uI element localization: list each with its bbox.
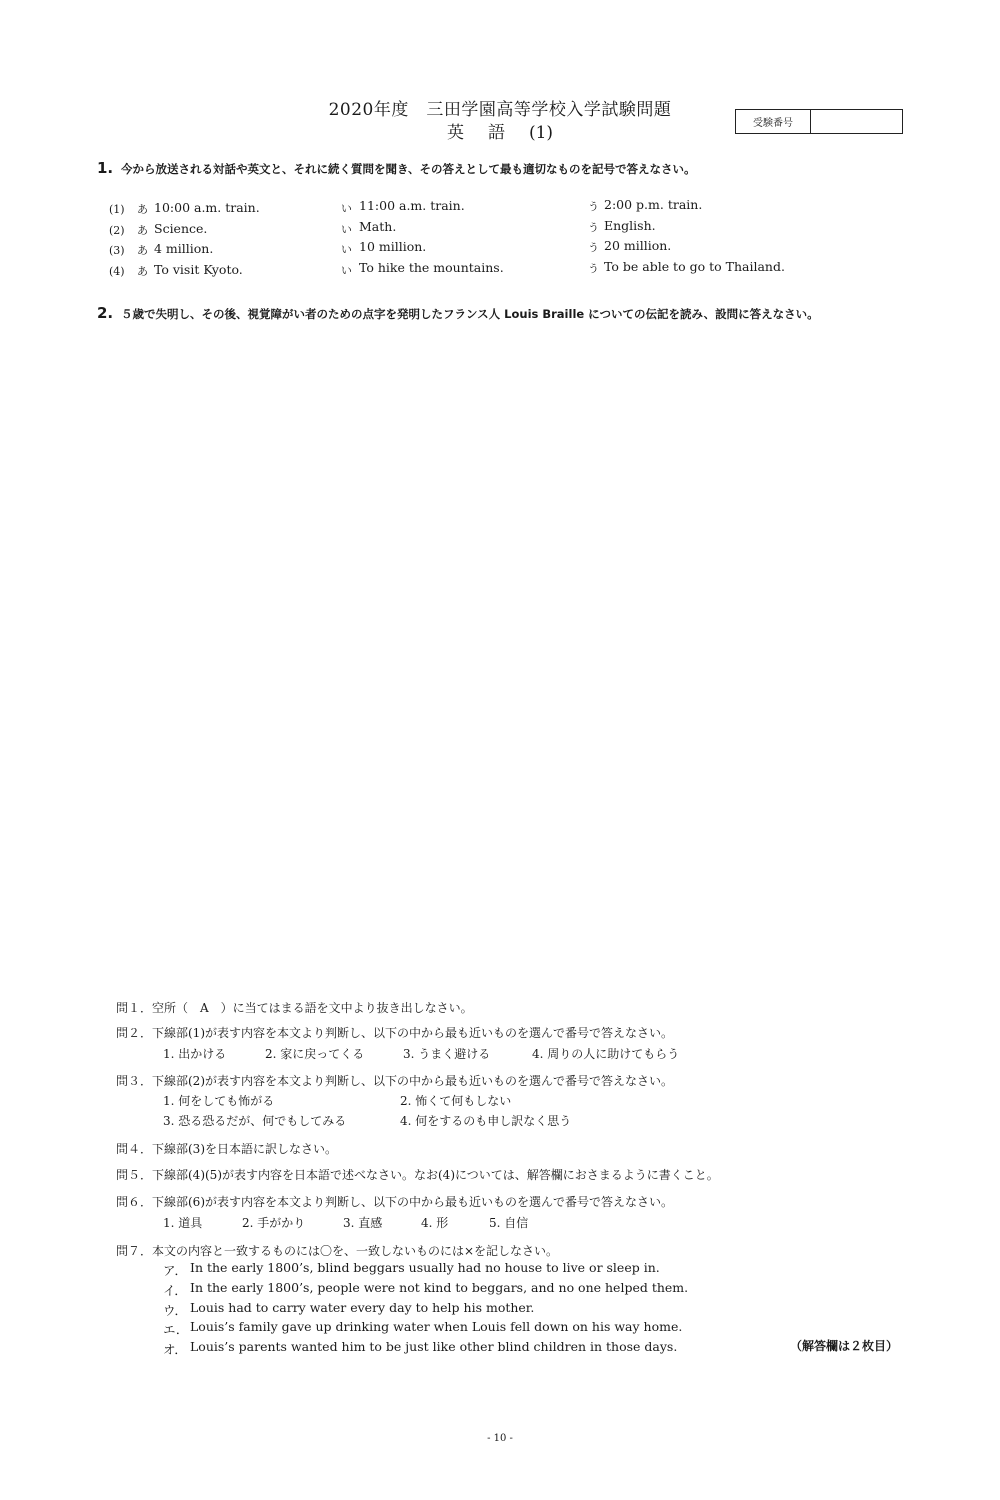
sub-question-1: 問１．空所（ A ）に当てはまる語を文中より抜き出しなさい。: [116, 1001, 473, 1015]
answer-option: 4. 周りの人に助けてもらう: [532, 1047, 680, 1061]
answer-option: 2. 手がかり: [242, 1216, 306, 1230]
q2-number: 2.: [97, 304, 114, 322]
statement-text: Louis’s family gave up drinking water when Louis fell down on his way home.: [190, 1319, 683, 1334]
subject-title: 英 語 (1): [446, 123, 554, 143]
choice-text: 20 million.: [604, 238, 672, 253]
answer-option: 5. 自信: [489, 1216, 529, 1230]
answer-option: 1. 道具: [163, 1216, 203, 1230]
exam-number-label: 受験番号: [736, 110, 811, 133]
sub-question-5: 問５．下線部(4)(5)が表す内容を日本語で述べなさい。なお(4)については、解答欄におさまるように書くこと。: [116, 1168, 719, 1182]
q1-item-number: (1): [109, 203, 125, 216]
choice-text: 4 million.: [154, 241, 214, 256]
answer-option: 1. 出かける: [163, 1047, 227, 1061]
q1-item-number: (3): [109, 244, 125, 257]
choice-text: Science.: [154, 221, 208, 236]
statement-text: In the early 1800’s, blind beggars usually had no house to live or sleep in.: [190, 1260, 660, 1275]
choice-mark: う: [588, 241, 599, 254]
answer-option: 4. 形: [421, 1216, 449, 1230]
choice-mark: い: [341, 202, 352, 215]
answer-option: 3. 直感: [343, 1216, 383, 1230]
choice-text: To be able to go to Thailand.: [604, 259, 785, 274]
choice-text: English.: [604, 218, 656, 233]
answer-option: 3. 恐る恐るだが、何でもしてみる: [163, 1114, 347, 1128]
choice-text: 10 million.: [359, 239, 427, 254]
choice-text: 2:00 p.m. train.: [604, 197, 703, 212]
exam-number-field[interactable]: [811, 110, 902, 133]
choice-mark: う: [588, 262, 599, 275]
sub-question-3: 問３．下線部(2)が表す内容を本文より判断し、以下の中から最も近いものを選んで番号で答えなさい。: [116, 1074, 674, 1088]
q1-number: 1.: [97, 159, 114, 177]
choice-text: 10:00 a.m. train.: [154, 200, 260, 215]
statement-mark: ウ．: [163, 1303, 188, 1318]
choice-text: To hike the mountains.: [359, 260, 504, 275]
choice-text: Math.: [359, 219, 397, 234]
statement-text: Louis had to carry water every day to help his mother.: [190, 1300, 535, 1315]
answer-sheet-note: （解答欄は２枚目）: [790, 1339, 899, 1353]
answer-option: 3. うまく避ける: [403, 1047, 491, 1061]
q1-instruction: 今から放送される対話や英文と、それに続く質問を聞き、その答えとして最も適切なものを記号で答えなさい。: [121, 162, 696, 176]
choice-mark: あ: [137, 224, 148, 237]
sub-question-2: 問２．下線部(1)が表す内容を本文より判断し、以下の中から最も近いものを選んで番号で答えなさい。: [116, 1026, 674, 1040]
choice-text: To visit Kyoto.: [154, 262, 243, 277]
statement-mark: エ．: [163, 1322, 189, 1337]
statement-text: In the early 1800’s, people were not kind to beggars, and no one helped them.: [190, 1280, 689, 1295]
statement-mark: オ．: [163, 1342, 187, 1357]
answer-option: 2. 怖くて何もしない: [400, 1094, 512, 1108]
choice-text: 11:00 a.m. train.: [359, 198, 465, 213]
choice-mark: い: [341, 264, 352, 277]
statement-mark: イ．: [163, 1283, 187, 1298]
choice-mark: う: [588, 221, 599, 234]
answer-option: 4. 何をするのも申し訳なく思う: [400, 1114, 572, 1128]
statement-mark: ア．: [163, 1263, 188, 1278]
sub-question-6: 問６．下線部(6)が表す内容を本文より判断し、以下の中から最も近いものを選んで番号で答えなさい。: [116, 1195, 674, 1209]
answer-option: 2. 家に戻ってくる: [265, 1047, 365, 1061]
sub-question-4: 問４．下線部(3)を日本語に訳しなさい。: [116, 1142, 337, 1156]
q1-item-number: (4): [109, 265, 125, 278]
answer-option: 1. 何をしても怖がる: [163, 1094, 275, 1108]
choice-mark: う: [588, 200, 599, 213]
q2-instruction: ５歳で失明し、その後、視覚障がい者のための点字を発明したフランス人 Louis Braille についての伝記を読み、設問に答えなさい。: [121, 307, 819, 321]
exam-number-box: [735, 109, 903, 134]
choice-mark: い: [341, 223, 352, 236]
choice-mark: あ: [137, 203, 148, 216]
choice-mark: あ: [137, 265, 148, 278]
q1-item-number: (2): [109, 224, 125, 237]
sub-question-7: 問７．本文の内容と一致するものには〇を、一致しないものには×を記しなさい。: [116, 1244, 559, 1258]
choice-mark: あ: [137, 244, 148, 257]
page-number: - 10 -: [487, 1433, 513, 1444]
choice-mark: い: [341, 243, 352, 256]
statement-text: Louis’s parents wanted him to be just like other blind children in those days.: [190, 1339, 678, 1354]
exam-title: 2020年度 三田学園高等学校入学試験問題: [328, 100, 672, 120]
